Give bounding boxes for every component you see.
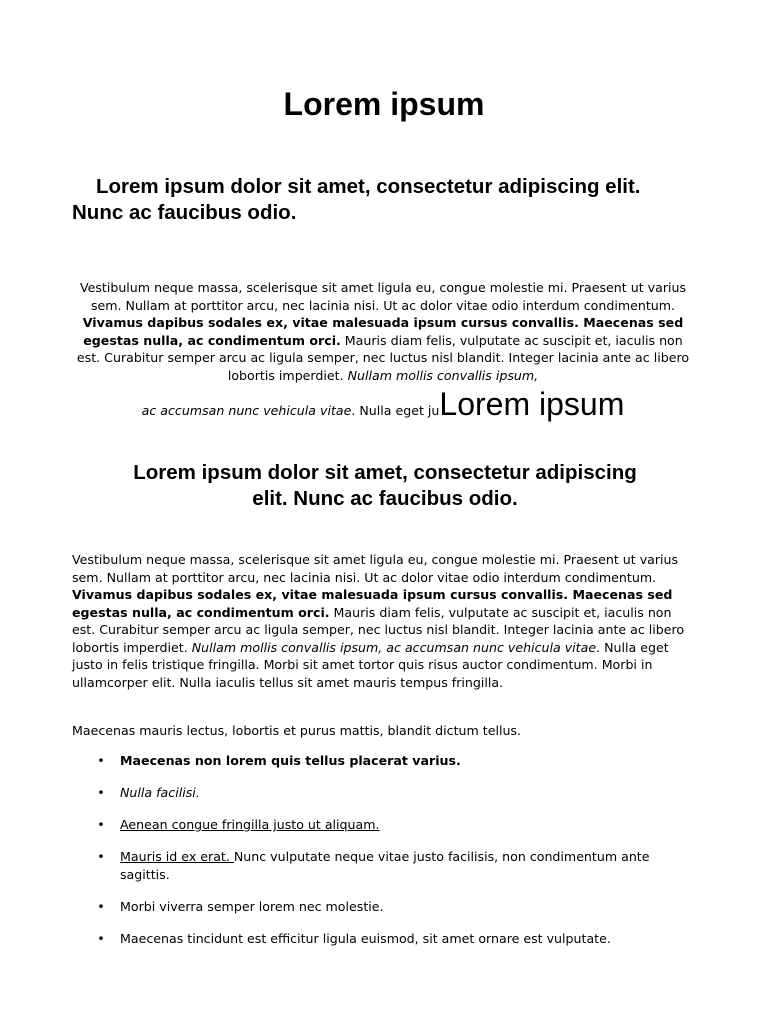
paragraph-1-italic: Nullam mollis convallis ipsum, bbox=[347, 367, 539, 383]
bullet-list bbox=[72, 752, 698, 962]
paragraph-2-bold: Vivamus dapibus sodales ex, vitae malesuada ipsum cursus convallis. Maecenas sed egestas nulla, ac condimentum orci. bbox=[72, 587, 673, 620]
document-title: Lorem ipsum bbox=[283, 86, 485, 122]
list-item bbox=[72, 752, 698, 770]
paragraph-1 bbox=[72, 279, 694, 422]
list-item bbox=[72, 784, 698, 802]
bullet-icon: • bbox=[97, 753, 105, 768]
list-item-text: Morbi viverra semper lorem nec molestie. bbox=[120, 898, 384, 914]
list-item bbox=[72, 816, 698, 834]
paragraph-2 bbox=[72, 551, 698, 691]
list-item-italic: Nulla facilisi. bbox=[120, 785, 200, 800]
bullet-icon: • bbox=[97, 817, 105, 832]
paragraph-2-italic: Nullam mollis convallis ipsum, ac accumsan nunc vehicula vitae bbox=[191, 639, 597, 655]
list-item-text: Nunc vulputate neque vitae justo facilisis, non condimentum ante sagittis. bbox=[120, 849, 650, 882]
paragraph-1-last-line bbox=[72, 386, 694, 422]
list-item bbox=[72, 848, 698, 883]
secondary-title: Lorem ipsum bbox=[439, 386, 625, 422]
list-item bbox=[72, 898, 698, 916]
list-item-text: Maecenas tincidunt est efficitur ligula euismod, sit amet ornare est vulputate. bbox=[120, 930, 611, 946]
list-item-underlined: Aenean congue fringilla justo ut aliquam. bbox=[120, 817, 380, 832]
paragraph-2-text-3: . Nulla eget justo in felis tristique fringilla. Morbi sit amet tortor quis risus auctor condimentum. Morbi in ullamcorper elit. Nulla iaculis tellus sit amet mauris tempus fringilla. bbox=[72, 639, 669, 690]
paragraph-1-text-3: . Nulla eget ju bbox=[351, 403, 440, 418]
paragraph-3: Maecenas mauris lectus, lobortis et purus mattis, blandit dictum tellus. bbox=[72, 723, 521, 738]
bullet-icon: • bbox=[97, 849, 105, 864]
document-subtitle: Lorem ipsum dolor sit amet, consectetur adipiscing elit. Nunc ac faucibus odio. bbox=[72, 175, 641, 224]
secondary-subtitle: Lorem ipsum dolor sit amet, consectetur adipiscing elit. Nunc ac faucibus odio. bbox=[133, 461, 637, 510]
list-item-underlined: Mauris id ex erat. bbox=[120, 849, 234, 864]
list-item-bold: Maecenas non lorem quis tellus placerat varius. bbox=[120, 753, 461, 768]
bullet-icon: • bbox=[97, 898, 105, 914]
paragraph-1-text-2: Mauris diam felis, vulputate ac suscipit et, iaculis non est. Curabitur semper arcu ac ligula semper, nec luctus nisl blandit. Integer lacinia ante ac libero lobortis imperdiet. bbox=[76, 332, 690, 383]
bullet-icon: • bbox=[97, 785, 105, 800]
paragraph-1-text: Vestibulum neque massa, scelerisque sit amet ligula eu, congue molestie mi. Praesent ut varius sem. Nullam at porttitor arcu, nec lacinia nisi. Ut ac dolor vitae odio interdum condimentum. bbox=[79, 280, 687, 313]
paragraph-1-italic-2: ac accumsan nunc vehicula vitae bbox=[141, 403, 352, 418]
bullet-icon: • bbox=[97, 930, 105, 946]
paragraph-1-bold: Vivamus dapibus sodales ex, vitae malesuada ipsum cursus convallis. Maecenas sed egestas nulla, ac condimentum orci. bbox=[82, 315, 684, 348]
paragraph-2-text-2: Mauris diam felis, vulputate ac suscipit et, iaculis non est. Curabitur semper arcu ac ligula semper, nec luctus nisl blandit. Integer lacinia ante ac libero lobortis imperdiet. bbox=[72, 604, 685, 655]
paragraph-2-text: Vestibulum neque massa, scelerisque sit amet ligula eu, congue molestie mi. Praesent ut varius sem. Nullam at porttitor arcu, nec lacinia nisi. Ut ac dolor vitae odio interdum condimentum. bbox=[72, 552, 679, 585]
list-item bbox=[72, 930, 698, 948]
